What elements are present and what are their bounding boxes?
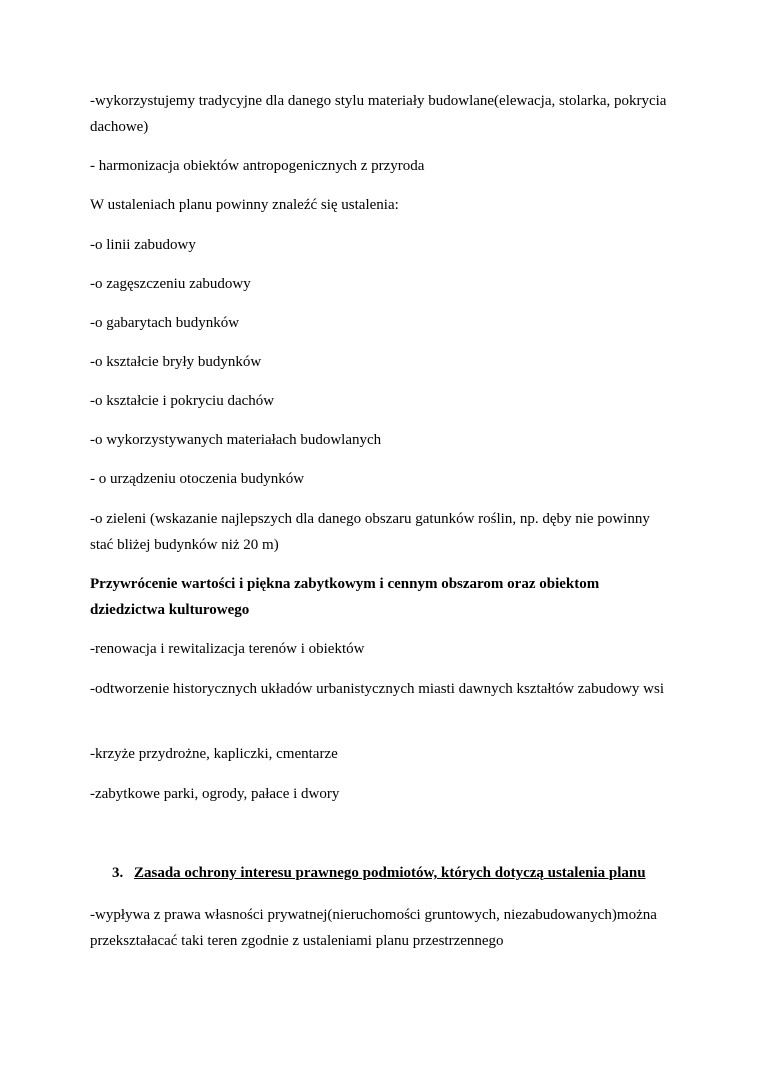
paragraph-materials: -wykorzystujemy tradycyjne dla danego stylu materiały budowlane(elewacja, stolarka, pokrycia dachowe) bbox=[90, 93, 667, 135]
list-item-historic-layouts: -odtworzenie historycznych układów urbanistycznych miasti dawnych kształtów zabudowy wsi bbox=[90, 681, 665, 697]
paragraph-harmonization: - harmonizacja obiektów antropogenicznych z przyroda bbox=[90, 158, 425, 174]
list-item-density: -o zagęszczeniu zabudowy bbox=[90, 276, 251, 292]
list-item-crosses: -krzyże przydrożne, kapliczki, cmentarze bbox=[90, 746, 338, 762]
list-item-building-shape: -o kształcie bryły budynków bbox=[90, 354, 262, 370]
paragraph-plan-settings-intro: W ustaleniach planu powinny znaleźć się ustalenia: bbox=[90, 197, 399, 213]
list-item-surroundings: - o urządzeniu otoczenia budynków bbox=[90, 471, 305, 487]
list-item-parks: -zabytkowe parki, ogrody, pałace i dwory bbox=[90, 786, 340, 802]
list-item-greenery: -o zieleni (wskazanie najlepszych dla danego obszaru gatunków roślin, np. dęby nie powinny stać bliżej budynków niż 20 m) bbox=[90, 511, 650, 553]
list-item-renovation: -renowacja i rewitalizacja terenów i obiektów bbox=[90, 641, 365, 657]
list-item-materials: -o wykorzystywanych materiałach budowlanych bbox=[90, 432, 382, 448]
list-item-roofs: -o kształcie i pokryciu dachów bbox=[90, 393, 275, 409]
section-title: Zasada ochrony interesu prawnego podmiotów, których dotyczą ustalenia planu bbox=[134, 865, 646, 881]
section-3-heading bbox=[112, 860, 712, 886]
paragraph-property-rights: -wypływa z prawa własności prywatnej(nieruchomości gruntowych, niezabudowanych)można przekształacać taki teren zgodnie z ustaleniami planu przestrzennego bbox=[90, 907, 657, 949]
subheading-heritage: Przywrócenie wartości i piękna zabytkowym i cennym obszarom oraz obiektom dziedzictwa kulturowego bbox=[90, 576, 600, 618]
section-number: 3. bbox=[112, 865, 124, 881]
list-item-dimensions: -o gabarytach budynków bbox=[90, 315, 240, 331]
list-item-building-line: -o linii zabudowy bbox=[90, 237, 196, 253]
